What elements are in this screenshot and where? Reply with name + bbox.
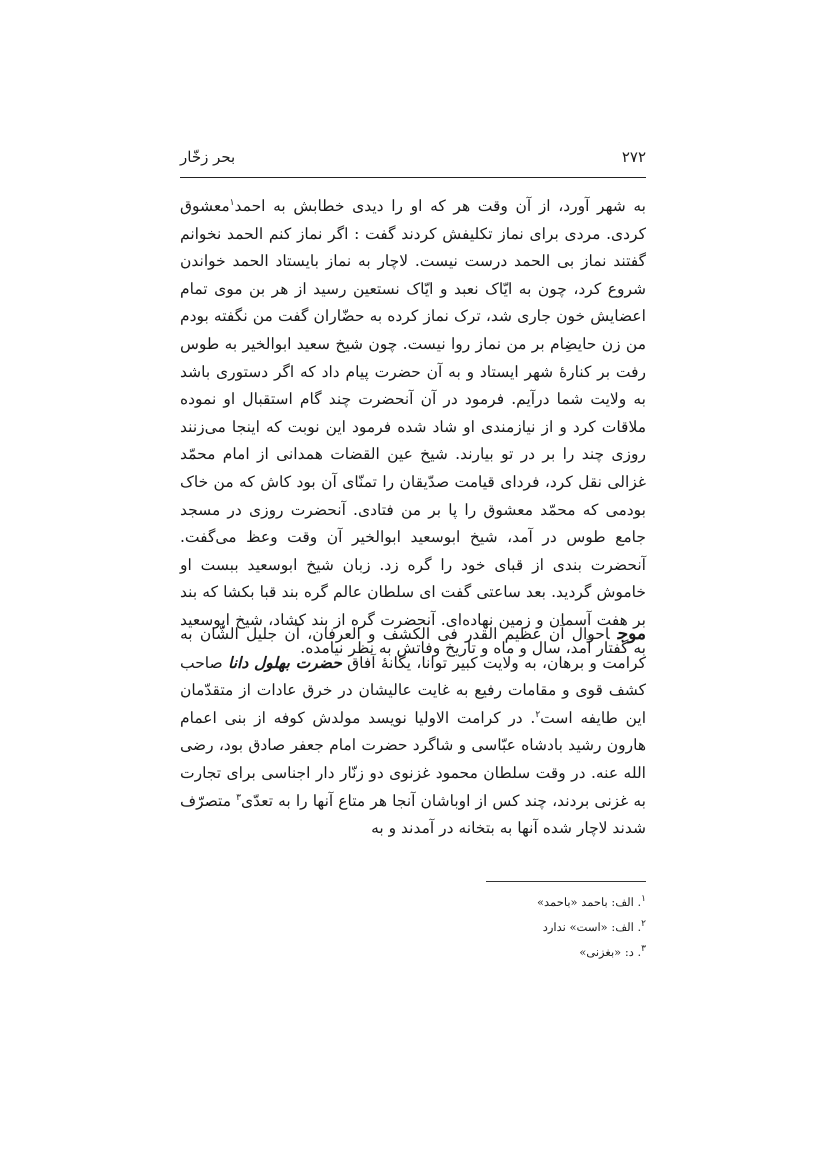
header-rule (180, 177, 646, 178)
paragraph-2-text-a: احوال آن عظیم القدر فی الکشف و العرفان، آن جلیل الشّان به کرامت و برهان، به ولایت کبیر توانا، یگانهٔ آفاق (180, 625, 646, 672)
paragraph-2 (180, 621, 646, 843)
footnote-2-text: . الف: «است» ندارد (542, 920, 642, 934)
footnote-3-marker: ۳ (641, 944, 646, 955)
footnote-1-text: . الف: باحمد «باحمد» (536, 895, 642, 909)
footnote-rule (486, 881, 646, 882)
entry-term: موج (617, 624, 646, 644)
paragraph-2-text-b: صاحب کشف قوی و مقامات رفیع به غایت عالیشان در خرق عادات از متقدّمان این طایفه است (180, 653, 646, 727)
footnote-1-marker: ۱ (641, 894, 646, 905)
footnote-2 (400, 915, 646, 940)
paragraph-1-text (180, 193, 646, 662)
footnote-3 (400, 940, 646, 965)
footnote-3-text: . د: «بغزنی» (579, 945, 642, 959)
paragraph-1 (180, 193, 646, 662)
footnotes (400, 890, 646, 965)
page-number: ۲۷۲ (621, 148, 646, 166)
running-header (180, 146, 646, 172)
footnote-2-marker: ۲ (641, 919, 646, 930)
paragraph-1-line-a: به شهر آورد، از آن وقت هر که او را دیدی خطابش به احمد (234, 197, 646, 215)
highlighted-name: حضرت بهلول دانا (227, 652, 342, 672)
footnote-1 (400, 890, 646, 915)
footnote-marker-1: ۱ (229, 197, 235, 208)
paragraph-2-text (180, 621, 646, 843)
book-title: بحر زخّار (180, 148, 236, 166)
footnote-marker-3: ۳ (236, 792, 241, 803)
paragraph-2-text-d: متصرّف شدند لاچار شده آنها به بتخانه در آمدند و به (180, 791, 646, 838)
paragraph-2-text-c: . در کرامت الاولیا نویسد مولدش کوفه از بنی اعمام هارون رشید بادشاه عبّاسی و شاگرد حضرت امام جعفر صادق بود، رضی الله عنه. در وقت سلطان محمود غزنوی دو زنّار دار اجناسی برای تجارت به غزنی بردند، چند کس از اوباشان آنجا هر متاع آنها را به تعدّی (180, 708, 646, 810)
footnote-marker-2: ۲ (535, 709, 541, 720)
paragraph-1-line-b: معشوق کردی. مردی برای نماز تکلیفش کردند گفت : اگر نماز کنم الحمد نخوانم گفتند نماز بی الحمد درست نیست. لاچار به نماز بایستاد الحمد خواندن شروع کرد، چون به ایّاک نعبد و ایّاک نستعین رسید از هر بن موی تمام اعضایش خون جاری شد، ترک نماز کرده به حضّاران گفت من نگفته بودم من زن حایضِام بر من نماز روا نیست. چون شیخ سعید ابوالخیر به طوس رفت بر کنارهٔ شهر ایستاد و به آن حضرت پیام داد که اگر دستوری باشد به ولایت شما درآیم. فرمود در آن آنحضرت چند گام استقبال او نموده ملاقات کرد و از نیازمندی او شاد شده فرمود این نوبت که اینجا می‌زنند روزی چند را بر در تو بیارند. شیخ عین القضات همدانی از امام محمّد غزالی نقل کرد، فردای قیامت صدّیقان را تمنّای آن بود کاش که من خاک بودمی که محمّد معشوق را پا بر من فتادی. آنحضرت روزی در مسجد جامع طوس در آمد، شیخ ابوسعید ابوالخیر آن وقت وعظ می‌گفت. آنحضرت بندی از قبای خود را گره زد. زبان شیخ ابوسعید ببست او خاموش گردید. بعد ساعتی گفت ای سلطان عالم گره بند قبا بکشا که بند بر هفت آسمان و زمین نهاده‌ای. آنحضرت گره از بند کشاد، شیخ ابوسعید به گفتار آمد، سال و ماه و تاریخ وفاتش به نظر نیامده. (180, 197, 646, 657)
